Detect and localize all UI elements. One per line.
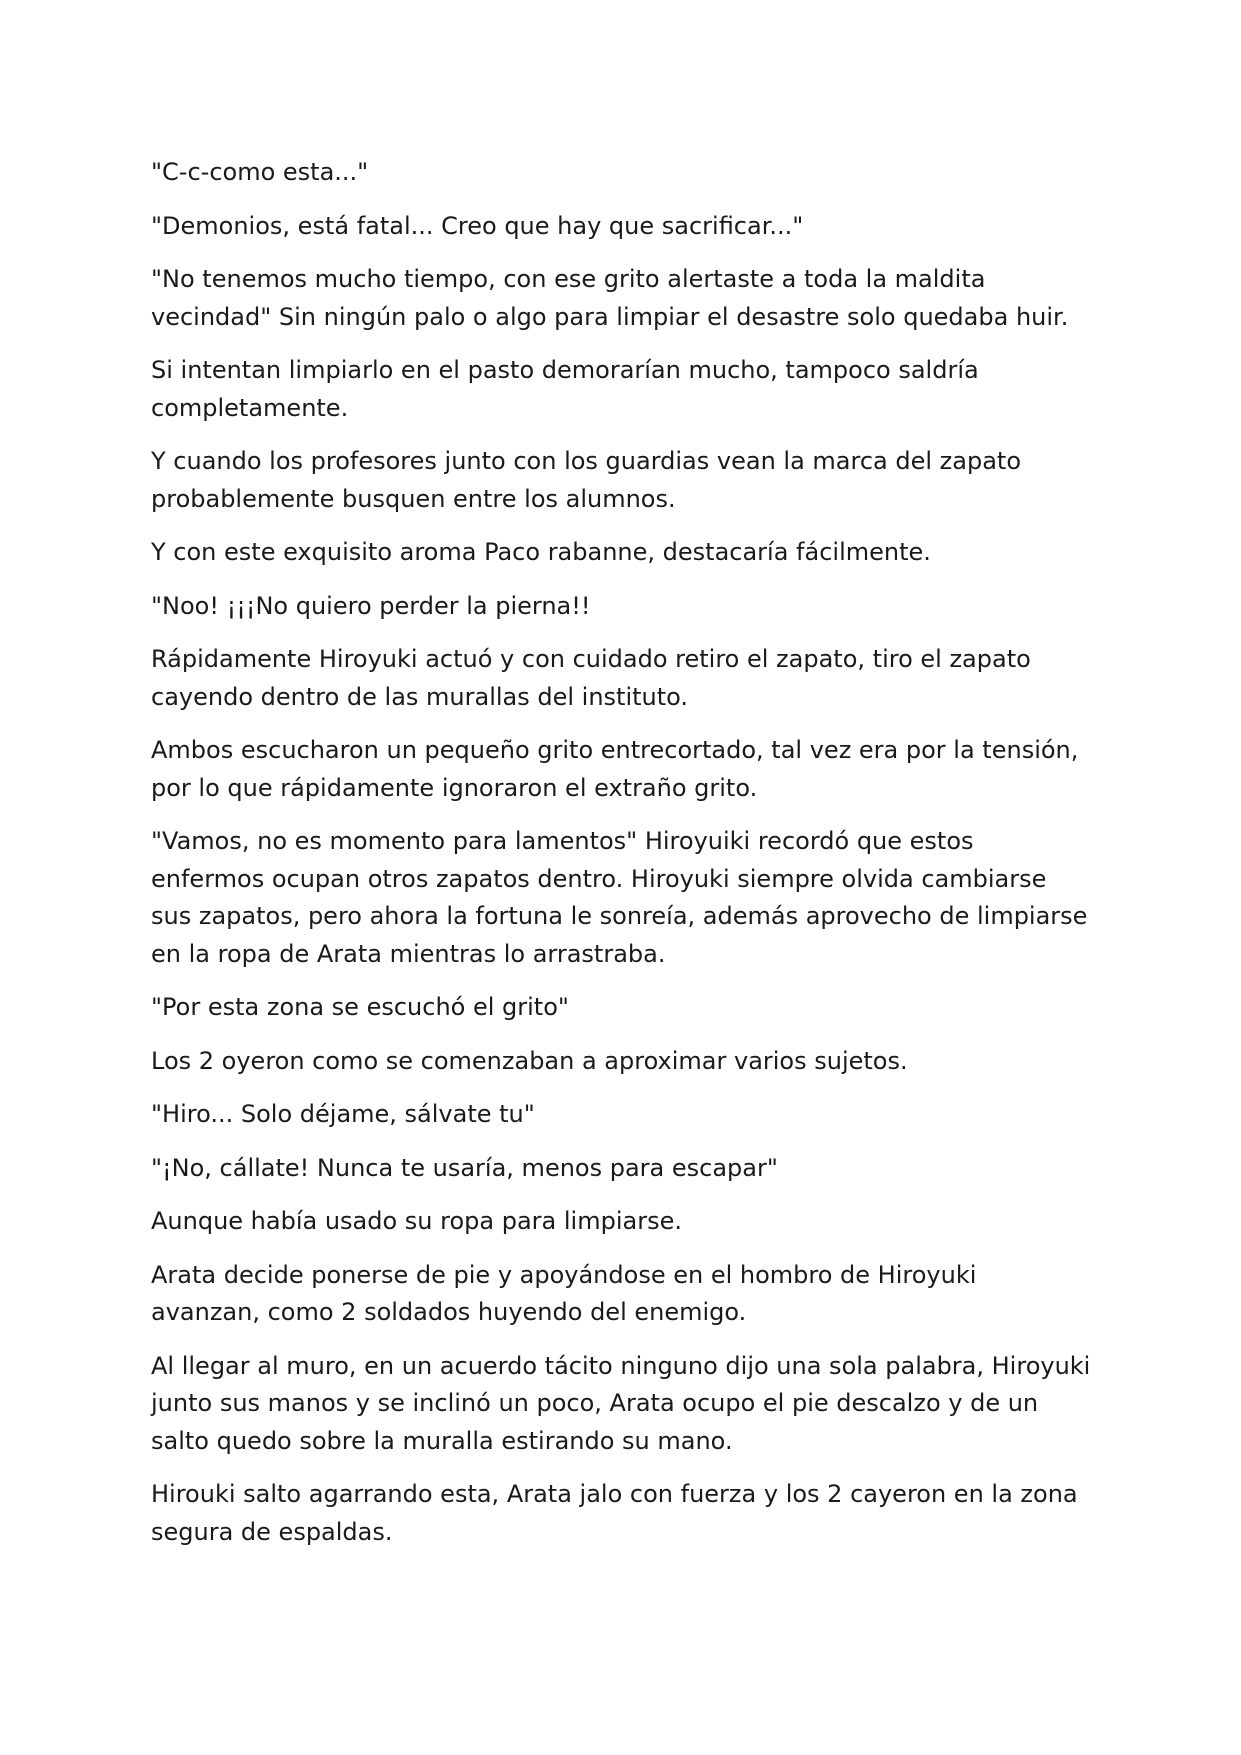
paragraph: Rápidamente Hiroyuki actuó y con cuidado retiro el zapato, tiro el zapato cayendo dentro de las murallas del instituto.: [151, 645, 1031, 711]
paragraph: Si intentan limpiarlo en el pasto demorarían mucho, tampoco saldría completamente.: [151, 356, 979, 422]
paragraph: "Noo! ¡¡¡No quiero perder la pierna!!: [151, 591, 591, 620]
paragraph: "Por esta zona se escuchó el grito": [151, 993, 569, 1021]
paragraph: "C-c-como esta...": [151, 158, 369, 186]
story-text: [151, 154, 1091, 1567]
paragraph: Ambos escucharon un pequeño grito entrecortado, tal vez era por la tensión, por lo que rápidamente ignoraron el extraño grito.: [151, 736, 1079, 802]
paragraph: Y con este exquisito aroma Paco rabanne, destacaría fácilmente.: [151, 538, 931, 566]
paragraph: "Vamos, no es momento para lamentos" Hiroyuiki recordó que estos enfermos ocupan otros zapatos dentro. Hiroyuki siempre olvida cambiarse sus zapatos, pero ahora la fortuna le sonreía, además aprovecho de limpiarse en la ropa de Arata mientras lo arrastraba.: [151, 827, 1088, 968]
paragraph: Aunque había usado su ropa para limpiarse.: [151, 1207, 682, 1235]
paragraph: Y cuando los profesores junto con los guardias vean la marca del zapato probablemente busquen entre los alumnos.: [151, 447, 1022, 513]
paragraph: Al llegar al muro, en un acuerdo tácito ninguno dijo una sola palabra, Hiroyuki junto sus manos y se inclinó un poco, Arata ocupo el pie descalzo y de un salto quedo sobre la muralla estirando su mano.: [151, 1351, 1091, 1455]
paragraph: "¡No, cállate! Nunca te usaría, menos para escapar": [151, 1153, 778, 1182]
paragraph: "No tenemos mucho tiempo, con ese grito alertaste a toda la maldita vecindad" Sin ningún palo o algo para limpiar el desastre solo quedaba huir.: [151, 265, 1069, 331]
paragraph: "Demonios, está fatal... Creo que hay que sacrificar...": [151, 211, 804, 240]
paragraph: Los 2 oyeron como se comenzaban a aproximar varios sujetos.: [151, 1046, 908, 1075]
paragraph: Arata decide ponerse de pie y apoyándose en el hombro de Hiroyuki avanzan, como 2 soldados huyendo del enemigo.: [151, 1260, 977, 1326]
paragraph: "Hiro... Solo déjame, sálvate tu": [151, 1100, 535, 1128]
paragraph: Hirouki salto agarrando esta, Arata jalo con fuerza y los 2 cayeron en la zona segura de espaldas.: [151, 1480, 1078, 1546]
